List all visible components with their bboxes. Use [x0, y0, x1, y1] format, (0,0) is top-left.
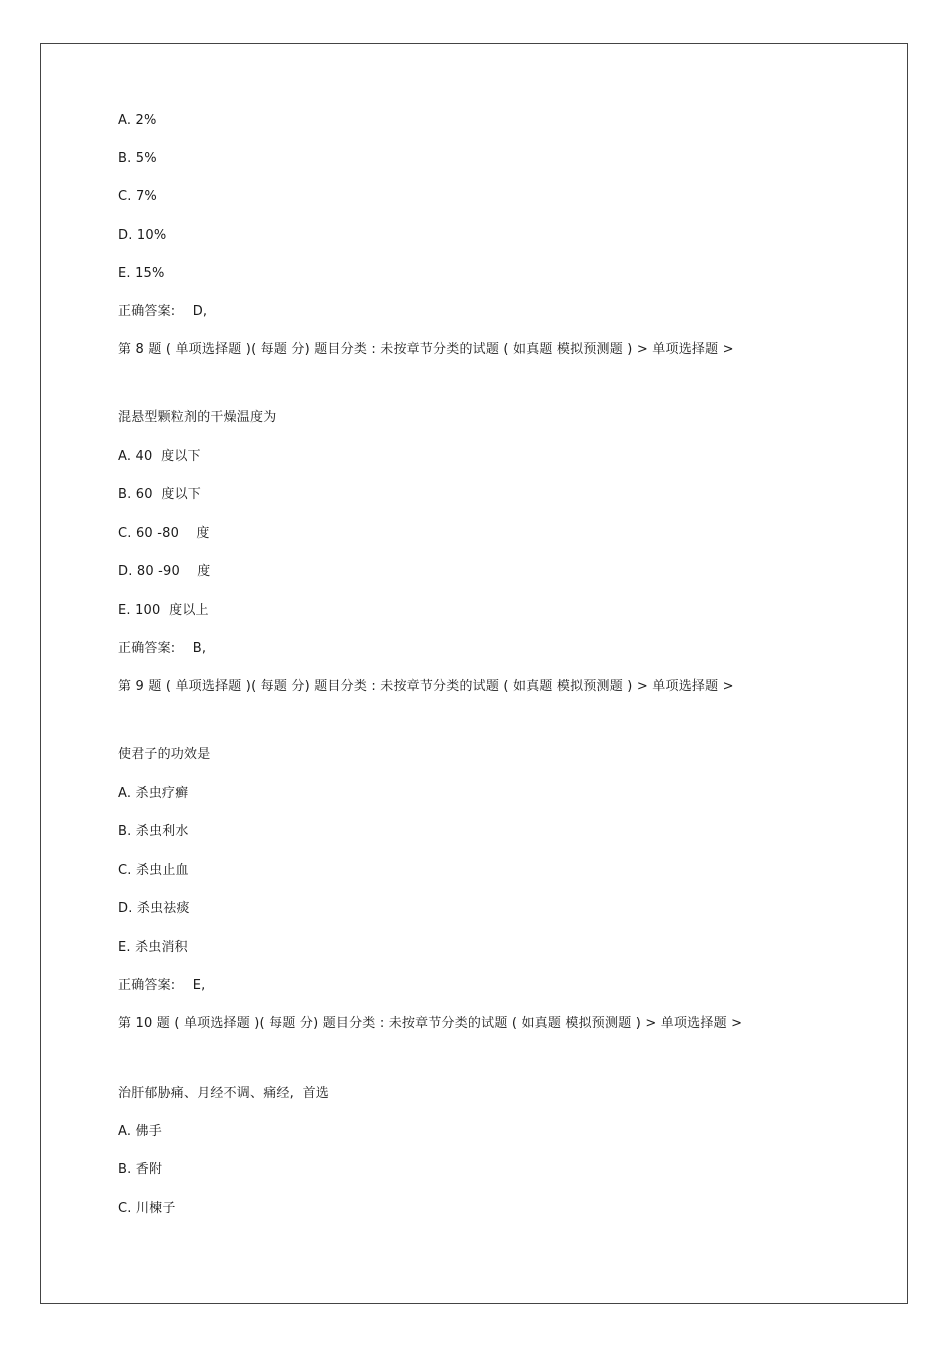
question-stem: 治肝郁胁痛、月经不调、痛经, 首选	[118, 1086, 329, 1101]
question-header: 第 9 题 ( 单项选择题 )( 每题 分) 题目分类 : 未按章节分类的试题 ( 如真题 模拟预测题 ) > 单项选择题 >	[118, 679, 734, 694]
option-e: E. 100 度以上	[118, 603, 209, 618]
correct-answer: 正确答案: B,	[118, 641, 207, 656]
option-b: B. 60 度以下	[118, 487, 201, 502]
option-b: B. 杀虫利水	[118, 824, 189, 839]
option-c: C. 川楝子	[118, 1201, 176, 1216]
option-a: A. 佛手	[118, 1124, 162, 1139]
correct-answer: 正确答案: E,	[118, 978, 206, 993]
option-d: D. 杀虫祛痰	[118, 901, 190, 916]
question-header: 第 10 题 ( 单项选择题 )( 每题 分) 题目分类 : 未按章节分类的试题 ( 如真题 模拟预测题 ) > 单项选择题 >	[118, 1016, 743, 1031]
question-header: 第 8 题 ( 单项选择题 )( 每题 分) 题目分类 : 未按章节分类的试题 ( 如真题 模拟预测题 ) > 单项选择题 >	[118, 342, 734, 357]
option-b: B. 香附	[118, 1162, 163, 1177]
option-c: C. 杀虫止血	[118, 863, 189, 878]
option-d: D. 80 -90 度	[118, 564, 211, 579]
option-b: B. 5%	[118, 151, 157, 166]
question-stem: 使君子的功效是	[118, 747, 211, 762]
option-a: A. 杀虫疗癣	[118, 786, 189, 801]
option-e: E. 15%	[118, 266, 165, 281]
correct-answer: 正确答案: D,	[118, 304, 208, 319]
option-a: A. 2%	[118, 113, 157, 128]
option-c: C. 7%	[118, 189, 157, 204]
question-stem: 混悬型颗粒剂的干燥温度为	[118, 410, 277, 425]
option-a: A. 40 度以下	[118, 449, 201, 464]
option-d: D. 10%	[118, 228, 167, 243]
option-c: C. 60 -80 度	[118, 526, 210, 541]
option-e: E. 杀虫消积	[118, 940, 188, 955]
